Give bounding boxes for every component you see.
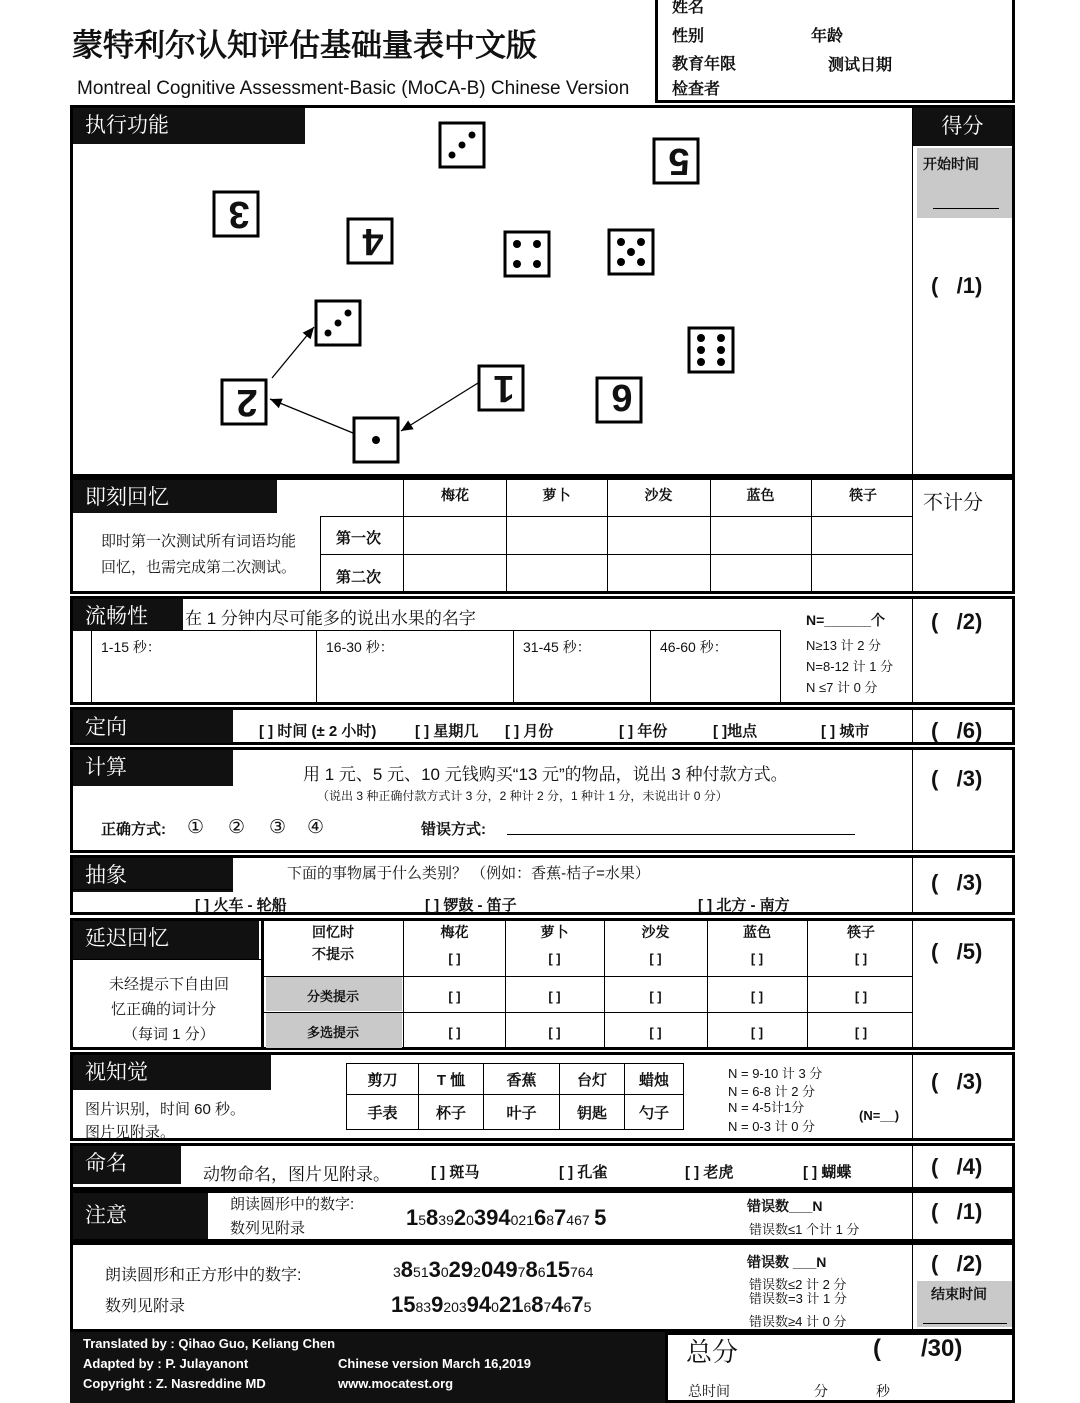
picture-item[interactable]: 蜡烛 [624,1063,684,1095]
score-column-calculation [913,747,1015,853]
attention-instruction: 朗读圆形中的数字: [230,1196,355,1213]
word-header: 筷子 [847,924,875,940]
picture-item[interactable]: 手表 [346,1094,419,1130]
delayed-note: 忆正确的词计分 [111,1001,217,1018]
trail-number-2: 2 [236,381,258,423]
recall-checkbox[interactable]: [ ] [854,951,868,966]
minutes-label: 分 [814,1383,828,1399]
recall-checkbox[interactable]: [ ] [448,951,461,966]
attention-section [70,1190,915,1242]
recall-checkbox[interactable]: [ ] [548,989,561,1004]
orientation-score: ( /6) [931,718,983,743]
patient-info-box [655,0,1015,103]
no-cue-label: 回忆时 [312,924,354,940]
trial-1-label: 第一次 [336,530,382,547]
visual-count: (N=__) [859,1108,900,1123]
age-label: 年龄 [811,28,844,45]
section-label: 注意 [73,1193,208,1239]
delayed-note: （每词 1 分） [123,1026,215,1043]
word-header: 筷子 [849,487,877,503]
trail-making-diagram [70,105,915,477]
word-header: 梅花 [440,924,469,940]
sex-label: 性别 [672,28,705,45]
word-header: 沙发 [641,924,670,940]
credits-footer [70,1332,667,1403]
option-circle[interactable]: ② [228,817,246,838]
section-label: 视知觉 [73,1055,271,1090]
form-title: 蒙特利尔认知评估基础量表中文版 [72,28,537,63]
start-time-label: 开始时间 [923,156,979,172]
wrong-label: 错误方式: [421,821,486,838]
interval-label: 16-30 秒： [326,639,394,655]
visual-perception-section [70,1052,915,1141]
section-label: 执行功能 [73,108,305,144]
section-label: 命名 [73,1146,181,1184]
recall-checkbox[interactable]: [ ] [448,989,461,1004]
trial-2-label: 第二次 [336,569,382,586]
section-label: 即刻回忆 [73,480,277,513]
not-scored-label: 不计分 [923,492,983,514]
adapter-credit: Adapted by : P. Julayanont [83,1356,249,1371]
attention-rule: 错误数≤2 计 2 分 [749,1277,847,1292]
recall-checkbox[interactable]: [ ] [649,1025,662,1040]
visual-note: 图片识别，时间 60 秒。 [85,1101,246,1118]
score-column-orientation [913,707,1015,745]
picture-item[interactable]: 叶子 [483,1094,560,1130]
recall-checkbox[interactable]: [ ] [448,1025,461,1040]
orientation-item[interactable]: [ ] 城市 [821,723,870,740]
attention-instruction: 数列见附录 [230,1220,306,1237]
total-time-label: 总时间 [688,1383,730,1399]
word-header: 梅花 [441,487,469,503]
attention-score-1: ( /1) [931,1199,983,1224]
word-header: 萝卜 [542,487,571,503]
attention-rule: 错误数≤1 个计 1 分 [749,1222,860,1237]
recall-note: 回忆，也需完成第二次测试。 [101,559,297,576]
section-label: 延迟回忆 [73,921,259,959]
recall-checkbox[interactable]: [ ] [750,1025,764,1040]
orientation-section [70,707,915,745]
test-date-label: 测试日期 [828,57,893,74]
section-label: 定向 [73,710,233,743]
seconds-label: 秒 [876,1383,890,1399]
fluency-rule: N ≤7 计 0 分 [806,680,878,695]
picture-item[interactable]: 勺子 [624,1094,684,1130]
attention-instruction: 朗读圆形和正方形中的数字: [105,1267,302,1284]
visual-rule: N = 4-5计1分 [728,1100,805,1115]
picture-item[interactable]: T 恤 [418,1063,484,1095]
trail-number-9: 9 [611,378,633,420]
score-column-executive [913,105,1015,477]
section-label: 流畅性 [73,599,183,631]
score-column-fluency [913,596,1015,705]
immediate-recall-section [70,477,915,594]
score-column-abstraction [913,855,1015,915]
interval-label: 31-45 秒： [523,639,591,655]
total-label: 总分 [686,1337,739,1367]
recall-checkbox[interactable]: [ ] [649,989,662,1004]
orientation-item[interactable]: [ ] 月份 [505,723,554,740]
copyright: Copyright : Z. Nasreddine MD [83,1376,266,1391]
fluency-instruction: 在 1 分钟内尽可能多的说出水果的名字 [185,609,476,628]
visual-note: 图片见附录。 [85,1124,176,1141]
recall-checkbox[interactable]: [ ] [750,989,764,1004]
executive-section [70,105,915,477]
visual-rule: N = 0-3 计 0 分 [728,1119,816,1134]
picture-item[interactable]: 剪刀 [346,1063,419,1095]
visual-score: ( /3) [931,1069,983,1094]
attention-rule: 错误数=3 计 1 分 [749,1291,847,1306]
trail-line [401,383,478,431]
education-label: 教育年限 [672,56,737,73]
delayed-score: ( /5) [931,939,983,964]
option-circle[interactable]: ③ [269,817,287,838]
translator-credit: Translated by : Qihao Guo, Keliang Chen [83,1336,336,1351]
fluency-rule: N=8-12 计 1 分 [806,659,894,674]
score-column-attention-2 [913,1242,1015,1332]
word-header: 萝卜 [540,924,569,940]
orientation-item[interactable]: [ ] 年份 [619,723,668,740]
fluency-score: ( /2) [931,609,983,634]
orientation-item[interactable]: [ ]地点 [713,723,758,740]
abstraction-item[interactable]: [ ] 北方 - 南方 [698,897,790,914]
trail-number-3: 3 [228,193,250,235]
name-label: 姓名 [672,0,705,16]
no-cue-label: 不提示 [312,946,354,962]
naming-item[interactable]: [ ] 孔雀 [559,1164,608,1181]
recall-checkbox[interactable]: [ ] [649,951,662,966]
score-column-naming [913,1143,1015,1190]
executive-score: ( /1) [931,273,983,298]
option-circle[interactable]: ① [187,817,205,838]
recall-note: 即时第一次测试所有词语均能 [101,533,297,550]
version-text: Chinese version March 16,2019 [338,1356,531,1371]
correct-label: 正确方式: [101,821,166,838]
orientation-item[interactable]: [ ] 时间 (± 2 小时) [259,723,377,740]
start-time-box [917,148,1012,218]
naming-item[interactable]: [ ] 蝴蝶 [803,1164,852,1181]
fluency-count: N=______个 [806,612,886,628]
naming-item[interactable]: [ ] 斑马 [431,1164,480,1181]
naming-score: ( /4) [931,1154,983,1179]
attention-section-2 [70,1242,915,1332]
orientation-item[interactable]: [ ] 星期几 [415,723,479,740]
recall-checkbox[interactable]: [ ] [548,1025,561,1040]
interval-label: 46-60 秒： [660,639,728,655]
digit-sequence-1: 1583920394021687467 5 [406,1205,607,1230]
trail-number-1: 1 [493,367,515,409]
naming-section [70,1143,915,1190]
option-circle[interactable]: ④ [307,817,325,838]
error-count: 错误数 ___N [747,1254,827,1270]
abstraction-section [70,855,915,915]
calculation-score: ( /3) [931,766,983,791]
abstraction-instruction: 下面的事物属于什么类别？ （例如：香蕉-桔子=水果） [287,865,650,882]
digit-sequence-3: 15839203940216874675 [391,1292,592,1317]
section-label: 计算 [73,750,233,786]
trail-line [272,327,314,378]
attention-instruction: 数列见附录 [105,1298,186,1315]
picture-item[interactable]: 台灯 [559,1063,625,1095]
score-column-visual [913,1052,1015,1141]
website-link[interactable]: www.mocatest.org [338,1376,454,1391]
picture-item[interactable]: 杯子 [418,1094,484,1130]
calculation-instruction: 用 1 元、5 元、10 元钱购买“13 元”的物品，说出 3 种付款方式。 [303,765,788,784]
section-label: 抽象 [73,858,233,892]
error-count: 错误数___N [747,1198,823,1214]
attention-score-2: ( /2) [931,1251,983,1276]
die-four [505,232,549,276]
score-column-delayed [913,918,1015,1050]
calculation-section [70,747,915,853]
fluency-rule: N≥13 计 2 分 [806,638,882,653]
abstraction-score: ( /3) [931,870,983,895]
score-column-attention-1 [913,1190,1015,1242]
picture-item[interactable]: 香蕉 [483,1063,560,1095]
recall-checkbox[interactable]: [ ] [854,989,868,1004]
form-subtitle: Montreal Cognitive Assessment-Basic (MoCA-B) Chinese Version [77,78,630,99]
word-header: 蓝色 [746,487,775,503]
word-header: 蓝色 [743,924,771,940]
end-time-label: 结束时间 [931,1286,987,1302]
die-six [689,328,733,372]
multiple-choice-cue-label: 多选提示 [306,1025,359,1040]
score-header: 得分 [913,108,1012,146]
recall-checkbox[interactable]: [ ] [548,951,561,966]
trail-number-5: 5 [668,140,690,182]
recall-checkbox[interactable]: [ ] [854,1025,868,1040]
abstraction-item[interactable]: [ ] 锣鼓 - 笛子 [425,897,517,914]
visual-rule: N = 6-8 计 2 分 [728,1084,816,1099]
picture-item[interactable]: 钥匙 [559,1094,625,1130]
total-score-box [665,1332,1015,1403]
calculation-rule: （说出 3 种正确付款方式计 3 分，2 种计 2 分，1 种计 1 分，未说出计 0 分） [317,789,728,803]
fluency-section [70,596,915,705]
attention-rule: 错误数≥4 计 0 分 [749,1314,847,1329]
trail-line [270,399,353,433]
delayed-note: 未经提示下自由回 [109,976,230,993]
naming-item[interactable]: [ ] 老虎 [685,1164,734,1181]
end-time-box [917,1281,1012,1327]
digit-sequence-2: 38513029204978615764 [393,1257,594,1282]
visual-rule: N = 9-10 计 3 分 [728,1066,823,1081]
trail-number-4: 4 [362,220,384,262]
abstraction-item[interactable]: [ ] 火车 - 轮船 [195,897,287,914]
word-header: 沙发 [644,487,673,503]
recall-checkbox[interactable]: [ ] [750,951,764,966]
score-column-recall [913,477,1015,594]
category-cue-label: 分类提示 [306,989,359,1004]
total-score: ( /30) [873,1335,963,1362]
interval-label: 1-15 秒： [101,639,161,655]
delayed-recall-section [70,918,915,1050]
naming-instruction: 动物命名，图片见附录。 [203,1165,390,1184]
examiner-label: 检查者 [672,81,721,98]
